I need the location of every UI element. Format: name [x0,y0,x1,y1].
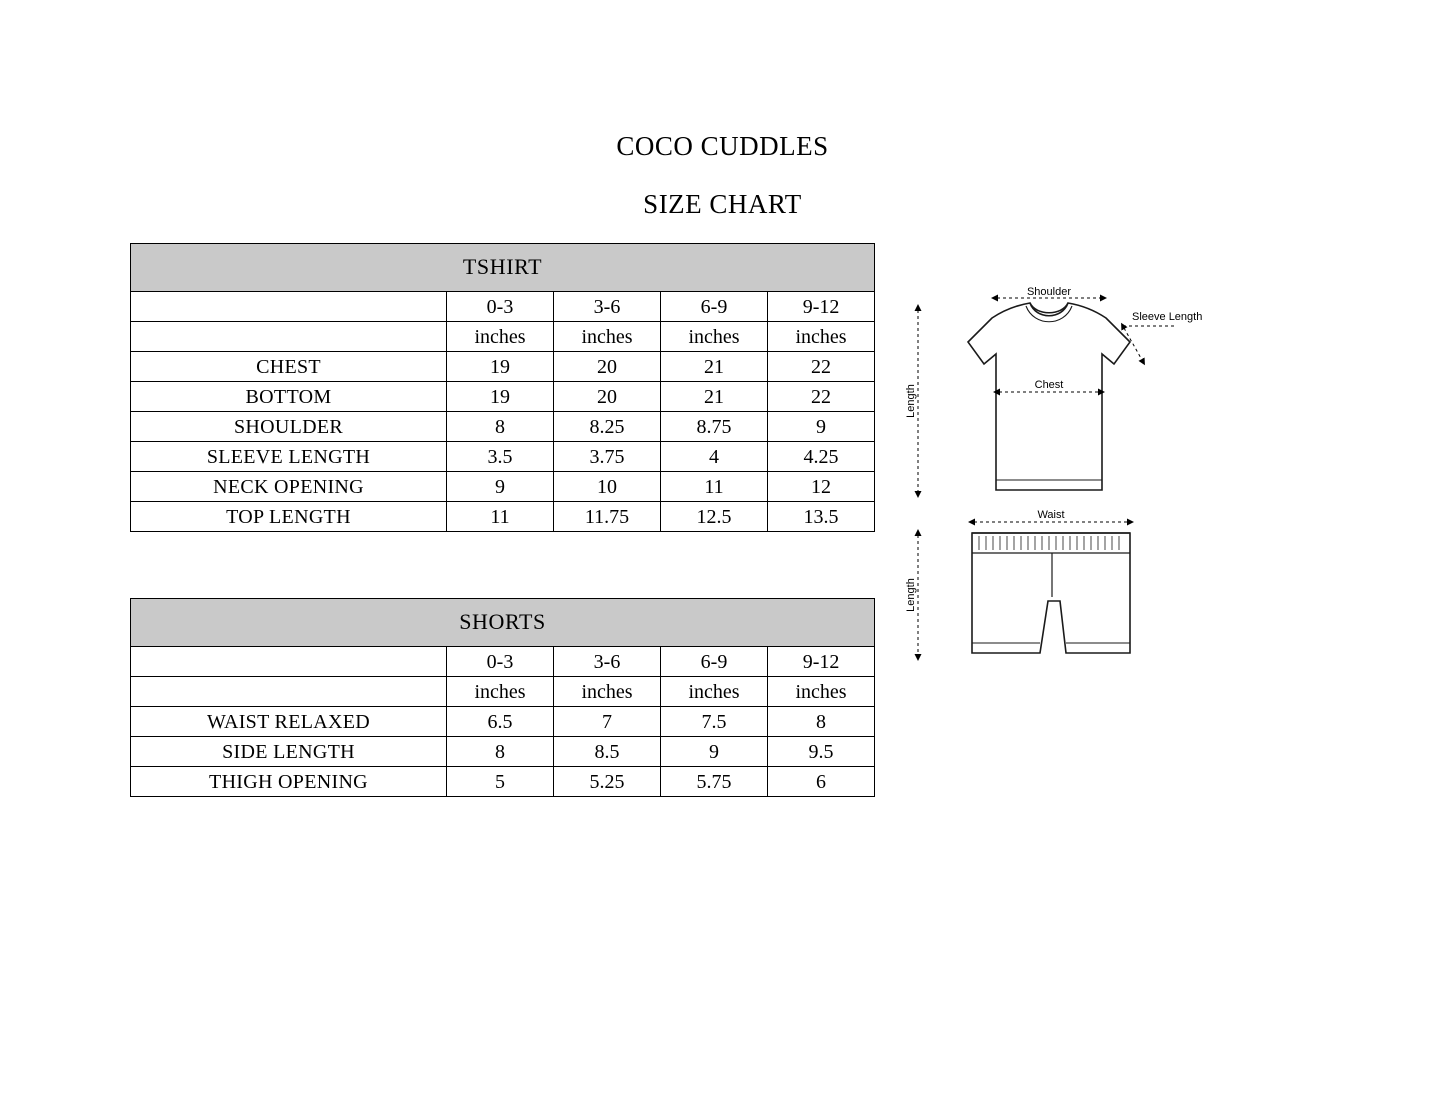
sleeve-length-dimension [1123,326,1176,360]
measurement-value: 8.25 [554,412,661,442]
measurement-value: 22 [768,382,875,412]
measurement-value: 9 [768,412,875,442]
table-row [131,677,875,707]
measurement-value: 19 [447,352,554,382]
tshirt-outline [968,303,1130,490]
measurement-value: 5 [447,767,554,797]
table-row [131,442,875,472]
measurement-value: 6.5 [447,707,554,737]
page-subtitle: SIZE CHART [643,189,802,219]
measurement-label: SIDE LENGTH [131,737,447,767]
sleeve-length-dimension-label: Sleeve Length [1132,311,1203,323]
size-header-cell: 0-3 [447,292,554,322]
measurement-label: NECK OPENING [131,472,447,502]
size-header-cell: 9-12 [768,292,875,322]
unit-header-cell: inches [447,322,554,352]
garment-illustrations [880,280,1230,700]
measurement-value: 5.75 [661,767,768,797]
unit-header-cell: inches [554,677,661,707]
page-title: COCO CUDDLES [616,131,829,161]
measurement-value: 7.5 [661,707,768,737]
shorts-outline [972,533,1130,653]
measurement-label: SHOULDER [131,412,447,442]
size-header-cell: 9-12 [768,647,875,677]
measurement-value: 3.75 [554,442,661,472]
measurement-value: 20 [554,352,661,382]
unit-header-cell: inches [554,322,661,352]
measurement-value: 11 [447,502,554,532]
shorts-diagram [880,505,1230,700]
measurement-value: 12.5 [661,502,768,532]
size-header-cell: 0-3 [447,647,554,677]
measurement-label: SLEEVE LENGTH [131,442,447,472]
table-row [131,737,875,767]
measurement-label: BOTTOM [131,382,447,412]
empty-corner-cell [131,322,447,352]
empty-corner-cell [131,292,447,322]
measurement-value: 8.5 [554,737,661,767]
unit-header-cell: inches [768,677,875,707]
table-row [131,472,875,502]
measurement-value: 21 [661,352,768,382]
unit-header-cell: inches [447,677,554,707]
table-row [131,647,875,677]
table-title-row [131,599,875,647]
measurement-value: 11 [661,472,768,502]
size-header-cell: 6-9 [661,647,768,677]
tshirt-size-table [130,243,875,532]
tshirt-diagram [880,280,1230,505]
measurement-value: 19 [447,382,554,412]
table-row [131,292,875,322]
measurement-value: 20 [554,382,661,412]
chest-dimension-label: Chest [1034,379,1064,391]
measurement-value: 9 [447,472,554,502]
waist-dimension-label: Waist [1037,509,1065,521]
measurement-value: 10 [554,472,661,502]
measurement-value: 5.25 [554,767,661,797]
unit-header-cell: inches [661,322,768,352]
measurement-label: THIGH OPENING [131,767,447,797]
table-row [131,322,875,352]
measurement-value: 22 [768,352,875,382]
measurement-label: WAIST RELAXED [131,707,447,737]
unit-header-cell: inches [661,677,768,707]
tshirt-length-dimension-label: Length [905,384,917,418]
measurement-value: 9.5 [768,737,875,767]
unit-header-cell: inches [768,322,875,352]
tshirt-table-title: TSHIRT [131,244,875,292]
size-header-cell: 3-6 [554,647,661,677]
measurement-label: CHEST [131,352,447,382]
size-header-cell: 3-6 [554,292,661,322]
shorts-table-title: SHORTS [131,599,875,647]
shorts-size-table [130,598,875,797]
measurement-value: 21 [661,382,768,412]
shoulder-dimension-label: Shoulder [1026,286,1072,298]
table-row [131,502,875,532]
shorts-length-dimension-label: Length [905,578,917,612]
table-row [131,707,875,737]
measurement-value: 8 [768,707,875,737]
measurement-value: 11.75 [554,502,661,532]
measurement-value: 9 [661,737,768,767]
table-row [131,767,875,797]
measurement-value: 7 [554,707,661,737]
measurement-value: 12 [768,472,875,502]
table-row [131,412,875,442]
table-row [131,382,875,412]
measurement-value: 4 [661,442,768,472]
empty-corner-cell [131,647,447,677]
empty-corner-cell [131,677,447,707]
measurement-value: 8 [447,412,554,442]
measurement-value: 8.75 [661,412,768,442]
measurement-value: 13.5 [768,502,875,532]
measurement-label: TOP LENGTH [131,502,447,532]
measurement-value: 8 [447,737,554,767]
table-title-row [131,244,875,292]
table-row [131,352,875,382]
size-header-cell: 6-9 [661,292,768,322]
measurement-value: 3.5 [447,442,554,472]
measurement-value: 6 [768,767,875,797]
measurement-value: 4.25 [768,442,875,472]
